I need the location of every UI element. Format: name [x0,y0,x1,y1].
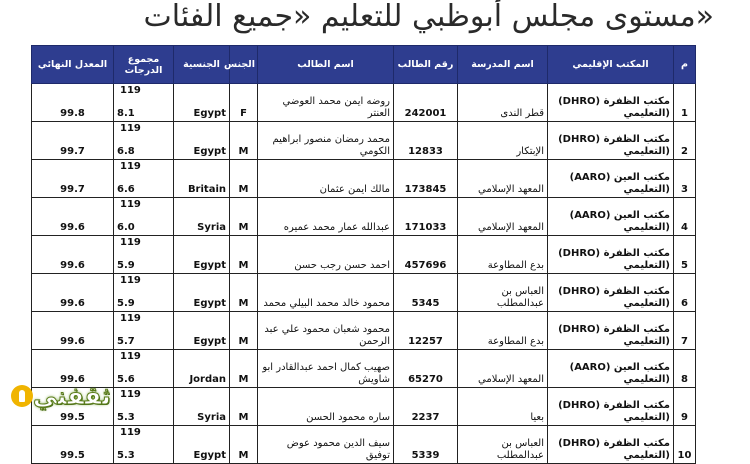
header-rank: م [674,46,696,84]
cell-avg: 99.8 [32,84,114,122]
table-row [32,122,696,160]
cell-student-no: 12257 [394,312,458,350]
cell-avg: 99.7 [32,122,114,160]
cell-student-no: 65270 [394,350,458,388]
cell-rank: 9 [674,388,696,426]
cell-avg: 99.6 [32,312,114,350]
cell-rank: 1 [674,84,696,122]
cell-school: بدع المطاوعة [458,312,548,350]
cell-sex: F [230,84,258,122]
cell-rank: 4 [674,198,696,236]
cell-total-top: 119 [120,199,141,210]
cell-nationality: Egypt [174,236,230,274]
cell-nationality: Egypt [174,274,230,312]
cell-school: العباس بن عبدالمطلب [458,426,548,464]
cell-school: بدع المطاوعة [458,236,548,274]
cell-office: مكتب الظفرة (DHRO)(التعليمي [548,426,674,464]
header-row [32,46,696,84]
cell-name: مالك ايمن عثمان [258,160,394,198]
header-total: مجموع الدرجات [114,46,174,84]
cell-nationality: Syria [174,388,230,426]
cell-rank: 6 [674,274,696,312]
cell-student-no: 171033 [394,198,458,236]
cell-total [114,236,174,274]
cell-office: مكتب العين (AARO)(التعليمي [548,350,674,388]
cell-rank: 7 [674,312,696,350]
cell-sex: M [230,122,258,160]
table-row [32,312,696,350]
cell-name: محمود خالد محمد البيلي محمد [258,274,394,312]
table-row [32,274,696,312]
cell-sex: M [230,236,258,274]
cell-name: روضه ايمن محمد العوضي العنتر [258,84,394,122]
cell-sex: M [230,312,258,350]
cell-student-no: 5339 [394,426,458,464]
cell-avg: 99.5 [32,388,114,426]
cell-total-score: 5.7 [117,336,135,347]
table-row [32,388,696,426]
header-sex: الجنس [230,46,258,84]
cell-total-score: 5.9 [117,260,135,271]
table-row [32,426,696,464]
cell-total-score: 6.0 [117,222,135,233]
cell-office: مكتب الظفرة (DHRO)(التعليمي [548,388,674,426]
cell-total-top: 119 [120,389,141,400]
cell-nationality: Egypt [174,312,230,350]
cell-total-top: 119 [120,275,141,286]
cell-total-top: 119 [120,313,141,324]
header-school: اسم المدرسة [458,46,548,84]
lightbulb-icon [11,385,33,407]
cell-student-no: 2237 [394,388,458,426]
cell-name: احمد حسن رجب حسن [258,236,394,274]
cell-total [114,350,174,388]
cell-student-no: 457696 [394,236,458,274]
cell-name: محمود شعبان محمود علي عبد الرحمن [258,312,394,350]
cell-total-top: 119 [120,123,141,134]
cell-office: مكتب العين (AARO)(التعليمي [548,160,674,198]
cell-school: الإبتكار [458,122,548,160]
cell-total-score: 8.1 [117,108,135,119]
site-logo [8,382,111,410]
cell-avg: 99.5 [32,426,114,464]
cell-office: مكتب الظفرة (DHRO)(التعليمي [548,312,674,350]
cell-name: سيف الدين محمود عوض توفيق [258,426,394,464]
cell-total-score: 6.8 [117,146,135,157]
cell-total [114,198,174,236]
cell-total-score: 6.6 [117,184,135,195]
cell-name: ساره محمود الحسن [258,388,394,426]
cell-office: مكتب الظفرة (DHRO)(التعليمي [548,236,674,274]
cell-office: مكتب الظفرة (DHRO)(التعليمي [548,84,674,122]
cell-nationality: Egypt [174,122,230,160]
table-row [32,350,696,388]
cell-student-no: 12833 [394,122,458,160]
cell-name: محمد رمضان منصور ابراهيم الكومي [258,122,394,160]
cell-sex: M [230,350,258,388]
cell-total [114,84,174,122]
cell-total-score: 5.6 [117,374,135,385]
cell-total [114,274,174,312]
cell-avg: 99.6 [32,274,114,312]
cell-student-no: 242001 [394,84,458,122]
cell-total-top: 119 [120,237,141,248]
cell-rank: 10 [674,426,696,464]
cell-avg: 99.6 [32,198,114,236]
cell-total-top: 119 [120,427,141,438]
cell-nationality: Britain [174,160,230,198]
cell-school: بعيا [458,388,548,426]
page-title: «مستوى مجلس أبوظبي للتعليم «جميع الفئات [143,0,714,34]
cell-nationality: Jordan [174,350,230,388]
cell-name: صهيب كمال احمد عبدالقادر ابو شاويش [258,350,394,388]
header-student-no: رقم الطالب [394,46,458,84]
cell-sex: M [230,388,258,426]
cell-rank: 2 [674,122,696,160]
cell-total-score: 5.3 [117,450,135,461]
cell-office: مكتب الظفرة (DHRO)(التعليمي [548,274,674,312]
table-row [32,84,696,122]
cell-student-no: 173845 [394,160,458,198]
cell-sex: M [230,274,258,312]
cell-total-score: 5.9 [117,298,135,309]
cell-total [114,426,174,464]
header-avg: المعدل النهائي [32,46,114,84]
cell-student-no: 5345 [394,274,458,312]
cell-school: المعهد الإسلامي [458,198,548,236]
cell-school: المعهد الإسلامي [458,350,548,388]
cell-nationality: Egypt [174,426,230,464]
cell-avg: 99.6 [32,350,114,388]
cell-rank: 5 [674,236,696,274]
cell-total [114,388,174,426]
cell-total [114,160,174,198]
cell-nationality: Syria [174,198,230,236]
cell-total-score: 5.3 [117,412,135,423]
cell-avg: 99.6 [32,236,114,274]
cell-office: مكتب العين (AARO)(التعليمي [548,198,674,236]
cell-total-top: 119 [120,161,141,172]
header-office: المكتب الإقليمي [548,46,674,84]
cell-nationality: Egypt [174,84,230,122]
cell-sex: M [230,426,258,464]
results-table [31,45,696,464]
cell-total [114,312,174,350]
cell-total [114,122,174,160]
cell-total-top: 119 [120,85,141,96]
header-nationality: الجنسية [174,46,230,84]
cell-sex: M [230,198,258,236]
cell-rank: 3 [674,160,696,198]
cell-school: قطر الندى [458,84,548,122]
cell-school: المعهد الإسلامي [458,160,548,198]
cell-name: عبدالله عمار محمد عميره [258,198,394,236]
table-row [32,236,696,274]
cell-rank: 8 [674,350,696,388]
cell-avg: 99.7 [32,160,114,198]
header-name: اسم الطالب [258,46,394,84]
table-row [32,160,696,198]
cell-office: مكتب الظفرة (DHRO)(التعليمي [548,122,674,160]
cell-total-top: 119 [120,351,141,362]
logo-text: ثقفني [33,382,111,410]
cell-sex: M [230,160,258,198]
table-row [32,198,696,236]
cell-school: العباس بن عبدالمطلب [458,274,548,312]
